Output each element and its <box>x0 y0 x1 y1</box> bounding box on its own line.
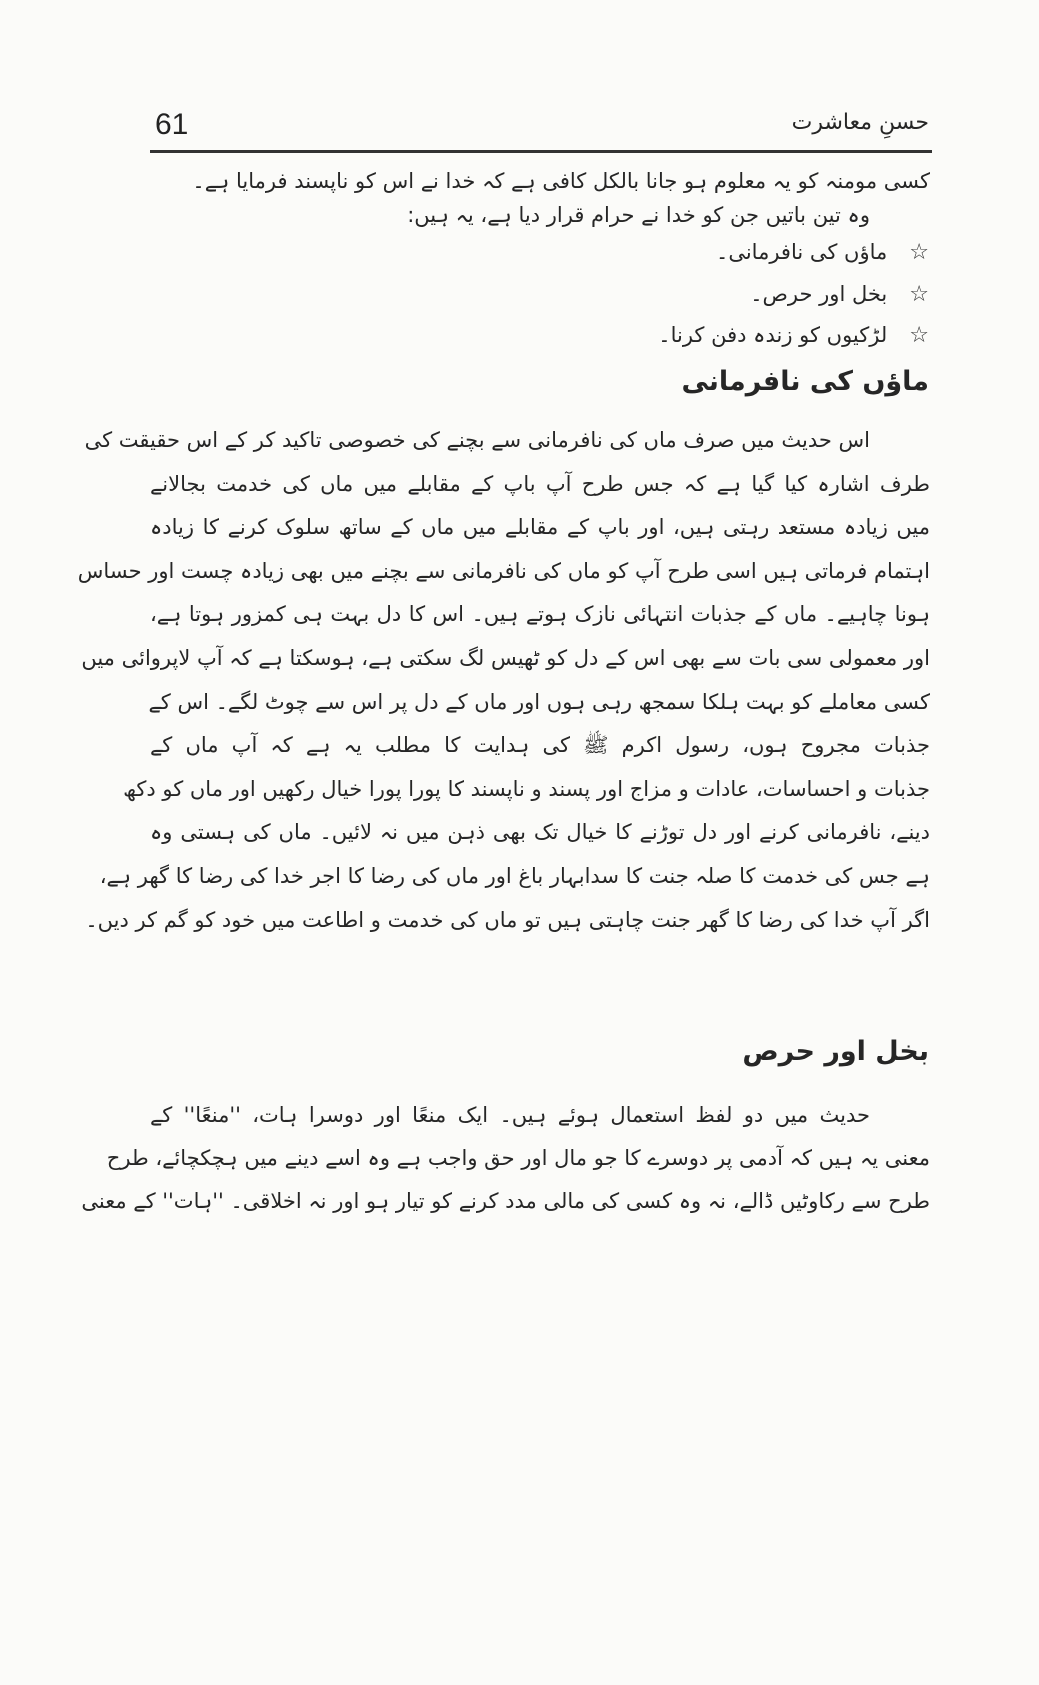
header-rule <box>150 150 932 153</box>
intro-line: وہ تین باتیں جن کو خدا نے حرام قرار دیا ہے، یہ ہیں: <box>407 203 870 227</box>
paragraph-line: طرف اشارہ کیا گیا ہے کہ جس طرح آپ باپ کے مقابلے میں ماں کی خدمت بجالانے <box>150 471 930 496</box>
paragraph-line: اہتمام فرماتی ہیں اسی طرح آپ کو ماں کی نافرمانی سے بچنے میں بھی زیادہ چست اور حساس <box>77 558 930 583</box>
paragraph-line: طرح سے رکاوٹیں ڈالے، نہ وہ کسی کی مالی مدد کرنے کو تیار ہو اور نہ اخلاقی۔ ''ہات'' کے معنی <box>81 1189 930 1213</box>
bullet-text: لڑکیوں کو زندہ دفن کرنا۔ <box>658 323 888 347</box>
page-number: 61 <box>155 108 189 141</box>
paragraph-line: ہونا چاہیے۔ ماں کے جذبات انتہائی نازک ہوتے ہیں۔ اس کا دل بہت ہی کمزور ہوتا ہے، <box>150 602 930 627</box>
running-title: حسنِ معاشرت <box>791 110 929 135</box>
bullet-item <box>716 240 929 265</box>
paragraph-line: جذبات و احساسات، عادات و مزاج اور پسند و ناپسند کا پورا پورا خیال رکھیں اور ماں کو دکھ <box>123 776 930 801</box>
section-heading: بخل اور حرص <box>742 1036 929 1067</box>
paragraph-line: اگر آپ خدا کی رضا کا گھر جنت چاہتی ہیں تو ماں کی خدمت و اطاعت میں خود کو گم کر دیں۔ <box>85 907 930 932</box>
bullet-text: بخل اور حرص۔ <box>750 282 888 306</box>
bullet-text: ماؤں کی نافرمانی۔ <box>716 240 888 264</box>
section-heading: ماؤں کی نافرمانی <box>681 366 929 397</box>
paragraph-line: اور معمولی سی بات سے بھی اس کے دل کو ٹھیس لگ سکتی ہے، ہوسکتا ہے کہ آپ لاپروائی میں <box>81 646 930 670</box>
paragraph-line: اس حدیث میں صرف ماں کی نافرمانی سے بچنے کی خصوصی تاکید کر کے اس حقیقت کی <box>84 428 870 452</box>
paragraph-line: میں زیادہ مستعد رہتی ہیں، اور باپ کے مقابلے میں ماں کے ساتھ سلوک کرنے کا زیادہ <box>150 515 930 540</box>
paragraph-line: جذبات مجروح ہوں، رسول اکرم ﷺ کی ہدایت کا مطلب یہ ہے کہ آپ ماں کے <box>150 733 930 758</box>
star-outline-icon: ☆ <box>909 282 929 307</box>
paragraph-line: ہے جس کی خدمت کا صلہ جنت کا سدابہار باغ اور ماں کی رضا کا اجر خدا کی رضا کا گھر ہے، <box>99 864 930 888</box>
star-outline-icon: ☆ <box>909 323 929 348</box>
star-outline-icon: ☆ <box>909 240 929 265</box>
bullet-item <box>750 282 929 307</box>
bullet-item <box>658 323 929 348</box>
paragraph-line: معنی یہ ہیں کہ آدمی پر دوسرے کا جو مال اور حق واجب ہے وہ اسے دینے میں ہچکچائے، طرح <box>106 1146 930 1170</box>
paragraph-line: حدیث میں دو لفظ استعمال ہوئے ہیں۔ ایک منعًا اور دوسرا ہات، ''منعًا'' کے <box>150 1103 870 1127</box>
paragraph-line: دینے، نافرمانی کرنے اور دل توڑنے کا خیال تک بھی ذہن میں نہ لائیں۔ ماں کی ہستی وہ <box>150 820 930 845</box>
paragraph-line: کسی معاملے کو بہت ہلکا سمجھ رہی ہوں اور ماں کے دل پر اس سے چوٹ لگے۔ اس کے <box>148 689 930 714</box>
intro-line: کسی مومنہ کو یہ معلوم ہو جانا بالکل کافی ہے کہ خدا نے اس کو ناپسند فرمایا ہے۔ <box>192 169 930 193</box>
